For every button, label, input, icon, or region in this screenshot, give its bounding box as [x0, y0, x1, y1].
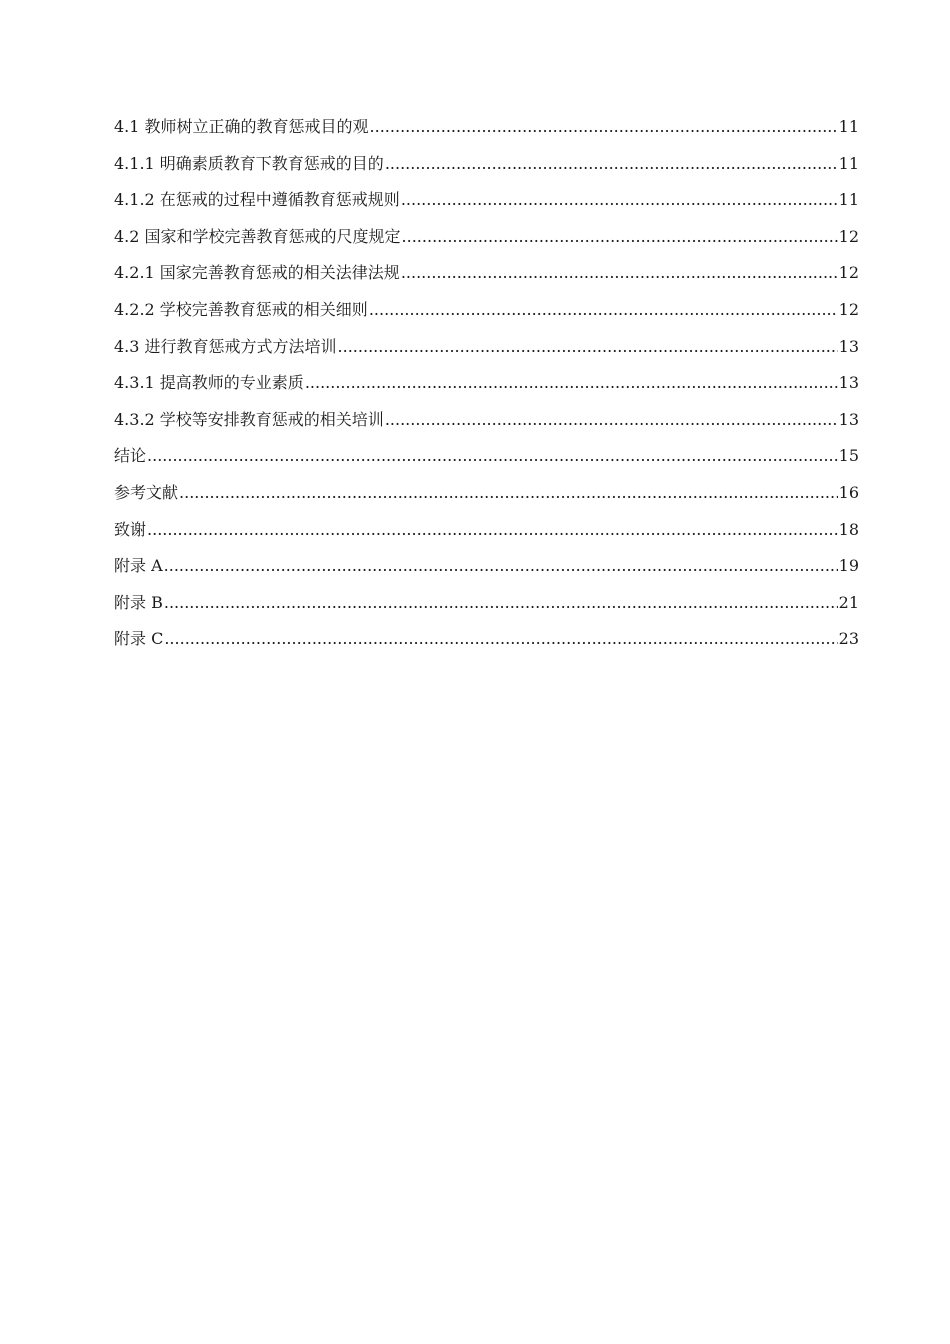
toc-leader-dots [338, 329, 838, 366]
toc-entry-page-number: 13 [838, 373, 859, 393]
toc-leader-dots [370, 109, 838, 146]
toc-entry-title: 附录 B [114, 592, 163, 612]
toc-entry-page-number: 13 [838, 336, 859, 356]
toc-entry-title: 4.1.2 在惩戒的过程中遵循教育惩戒规则 [114, 190, 400, 210]
toc-leader-dots [305, 365, 838, 402]
toc-entry-title: 4.2.1 国家完善教育惩戒的相关法律法规 [114, 263, 400, 283]
toc-entry-page-number: 11 [838, 153, 859, 173]
table-of-contents [114, 109, 859, 658]
toc-entry-title: 4.2 国家和学校完善教育惩戒的尺度规定 [114, 226, 401, 246]
toc-leader-dots [147, 438, 838, 475]
toc-entry[interactable] [114, 548, 859, 585]
toc-leader-dots [402, 219, 838, 256]
toc-entry-title: 4.3.2 学校等安排教育惩戒的相关培训 [114, 409, 384, 429]
toc-leader-dots [179, 475, 838, 512]
toc-leader-dots [385, 146, 838, 183]
toc-leader-dots [369, 292, 838, 329]
toc-entry-title: 4.3 进行教育惩戒方式方法培训 [114, 336, 337, 356]
toc-entry-title: 致谢 [114, 519, 147, 539]
toc-entry[interactable] [114, 292, 859, 329]
toc-entry[interactable] [114, 219, 859, 256]
toc-entry-page-number: 12 [838, 263, 859, 283]
toc-entry-title: 参考文献 [114, 482, 179, 502]
toc-entry[interactable] [114, 438, 859, 475]
toc-entry[interactable] [114, 109, 859, 146]
toc-entry-page-number: 12 [838, 299, 859, 319]
toc-entry[interactable] [114, 585, 859, 622]
toc-entry-page-number: 16 [838, 482, 859, 502]
toc-entry[interactable] [114, 475, 859, 512]
toc-entry[interactable] [114, 402, 859, 439]
toc-entry[interactable] [114, 255, 859, 292]
toc-entry-title: 4.3.1 提高教师的专业素质 [114, 373, 304, 393]
toc-leader-dots [401, 255, 838, 292]
toc-entry[interactable] [114, 365, 859, 402]
toc-entry-page-number: 15 [838, 446, 859, 466]
toc-entry[interactable] [114, 146, 859, 183]
toc-entry-page-number: 11 [838, 190, 859, 210]
toc-entry[interactable] [114, 512, 859, 549]
toc-entry-page-number: 13 [838, 409, 859, 429]
toc-entry-page-number: 23 [838, 629, 859, 649]
toc-leader-dots [385, 402, 838, 439]
toc-entry[interactable] [114, 182, 859, 219]
toc-entry[interactable] [114, 329, 859, 366]
toc-entry-title: 4.2.2 学校完善教育惩戒的相关细则 [114, 299, 368, 319]
toc-entry-title: 附录 A [114, 556, 163, 576]
toc-leader-dots [147, 512, 838, 549]
toc-entry-page-number: 12 [838, 226, 859, 246]
toc-entry-page-number: 19 [838, 556, 859, 576]
toc-entry-title: 4.1.1 明确素质教育下教育惩戒的目的 [114, 153, 384, 173]
toc-leader-dots [164, 621, 837, 658]
toc-entry-page-number: 18 [838, 519, 859, 539]
toc-entry-page-number: 11 [838, 117, 859, 136]
toc-entry-title: 结论 [114, 446, 147, 466]
toc-leader-dots [164, 548, 838, 585]
toc-entry-page-number: 21 [838, 592, 859, 612]
toc-entry-title: 4.1 教师树立正确的教育惩戒目的观 [114, 117, 369, 136]
toc-leader-dots [164, 585, 838, 622]
toc-leader-dots [401, 182, 838, 219]
toc-entry-title: 附录 C [114, 629, 164, 649]
toc-entry[interactable] [114, 621, 859, 658]
